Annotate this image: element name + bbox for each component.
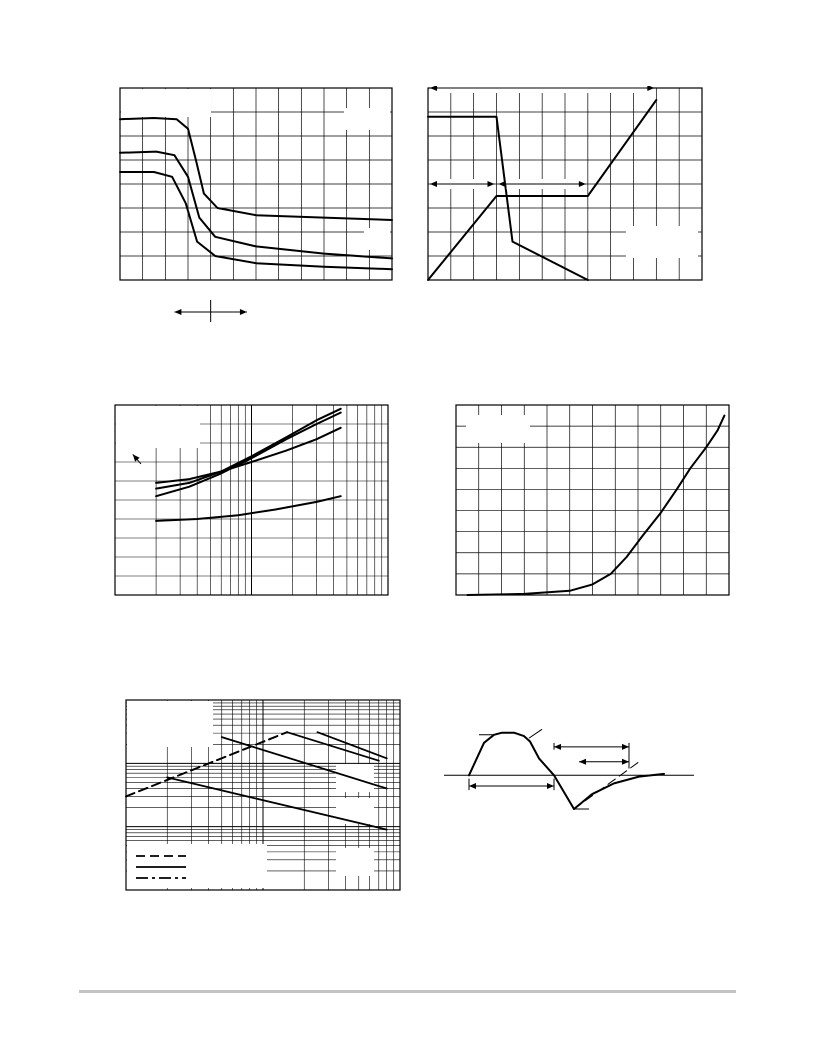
- dimension-arrow-3-head-right: [622, 759, 629, 765]
- waveform-line-1: [469, 733, 574, 809]
- dimension-arrow-1-head-left: [469, 783, 476, 789]
- leader-line: [529, 729, 542, 738]
- chart-5: [124, 698, 402, 892]
- legend-blank: [344, 108, 390, 130]
- dimension-arrow-3-head-left: [579, 759, 586, 765]
- dimension-arrow-2-head-right: [622, 744, 629, 750]
- dimension-arrow-head-right: [240, 309, 247, 315]
- arrow-gap: [438, 86, 646, 93]
- chart-3: [113, 403, 390, 597]
- dimension-arrow-1-head-right: [547, 783, 554, 789]
- legend-blank: [127, 701, 213, 747]
- chart-6: [444, 728, 704, 863]
- chart-2: [426, 86, 704, 282]
- legend-box: [127, 844, 267, 888]
- legend-blank: [121, 89, 211, 117]
- legend-blank: [466, 415, 530, 443]
- legend-blank: [626, 226, 698, 258]
- dimension-arrow-2-head-left: [554, 744, 561, 750]
- chart-1: [118, 86, 394, 331]
- waveform-line-2: [574, 774, 664, 809]
- footer-rule: [79, 990, 736, 993]
- dimension-arrow-head-left: [174, 309, 181, 315]
- legend-blank: [116, 406, 200, 448]
- legend-blank: [336, 798, 374, 824]
- chart-4: [454, 403, 731, 598]
- legend-blank: [336, 848, 374, 876]
- legend-blank: [364, 228, 390, 250]
